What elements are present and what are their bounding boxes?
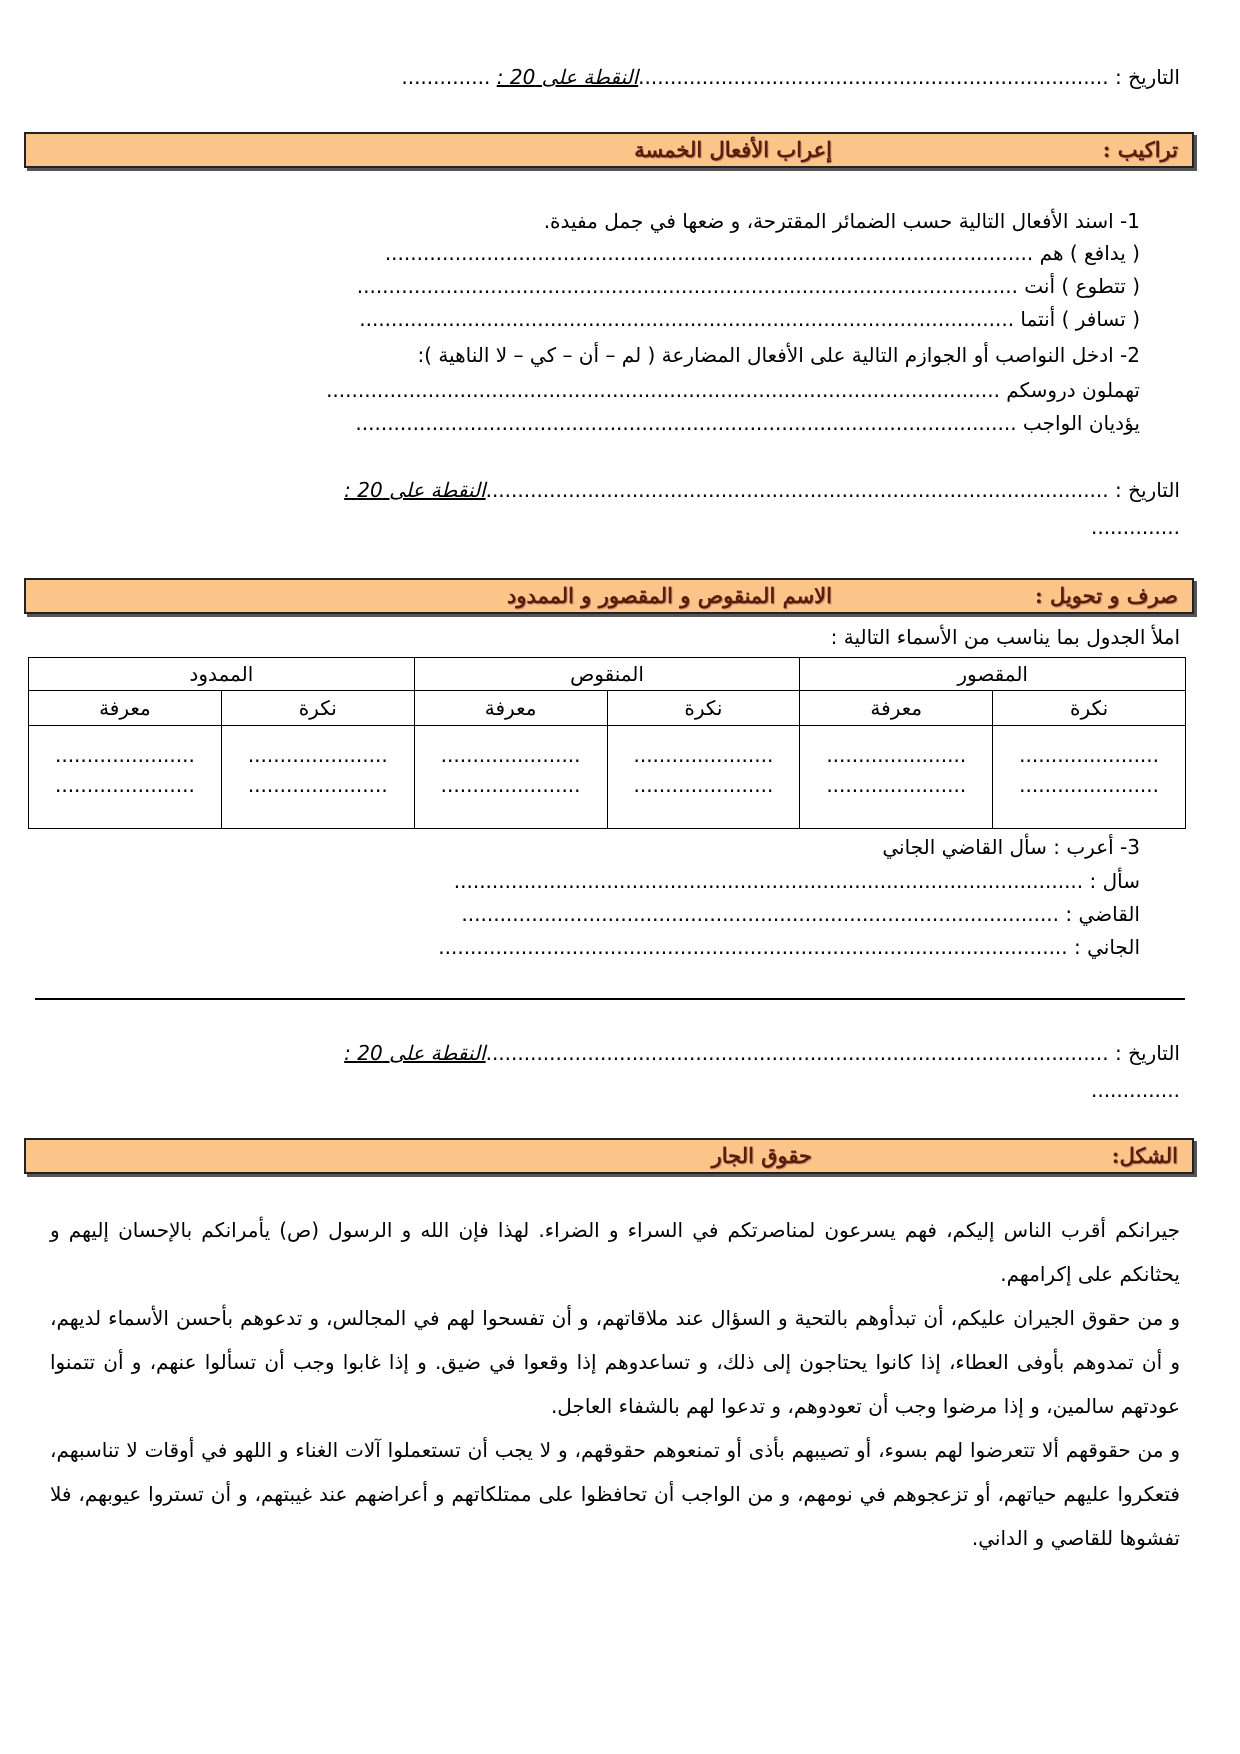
date-text: التاريخ : .................................................................................................. <box>485 478 1180 502</box>
sub-header: نكرة <box>221 691 414 726</box>
section-banner-3 <box>24 1138 1194 1174</box>
banner-category: صرف و تحويل : <box>1034 583 1178 608</box>
table-cell <box>993 726 1186 829</box>
date-line-2 <box>344 477 1180 503</box>
q1-item-2: ( تتطوع ) أنت ........................................................................................................ <box>356 274 1140 298</box>
sub-header: معرفة <box>29 691 222 726</box>
date-line-3 <box>344 1040 1180 1066</box>
noun-types-table <box>28 657 1186 829</box>
question-2: 2- ادخل النواصب أو الجوازم التالية على الأفعال المضارعة ( لم – أن – كي – لا الناهية ): <box>417 343 1140 367</box>
table-cell <box>414 726 607 829</box>
reading-text <box>50 1208 1180 1560</box>
banner-title: حقوق الجار <box>711 1143 812 1168</box>
question-3: 3- أعرب : سأل القاضي الجاني <box>882 835 1140 859</box>
date-text: التاريخ : .......................................................................... <box>638 65 1180 89</box>
sub-header: نكرة <box>993 691 1186 726</box>
group-header: المنقوص <box>414 658 800 691</box>
section-banner-2 <box>24 578 1194 614</box>
cell-dots: ...................... ...................... <box>633 743 774 797</box>
q1-item-1: ( يدافع ) هم ...................................................................................................... <box>384 241 1140 265</box>
cell-dots: ...................... ...................... <box>54 743 195 797</box>
q1-item-3: ( تسافر ) أنتما ....................................................................................................... <box>359 307 1140 331</box>
section-banner-1 <box>24 132 1194 168</box>
table-instruction: املأ الجدول بما يناسب من الأسماء التالية : <box>830 625 1180 649</box>
date-continuation: .............. <box>1090 515 1180 539</box>
section-divider <box>35 998 1185 1000</box>
banner-title: الاسم المنقوص و المقصور و الممدود <box>506 583 832 608</box>
table-cell <box>29 726 222 829</box>
q3-item-3: الجاني : ................................................................................................... <box>438 935 1140 959</box>
group-header: الممدود <box>29 658 415 691</box>
group-header: المقصور <box>800 658 1186 691</box>
sub-header: معرفة <box>414 691 607 726</box>
table-cell <box>221 726 414 829</box>
banner-category: الشكل: <box>1111 1143 1178 1168</box>
paragraph: و من حقوق الجيران عليكم، أن تبدأوهم بالتحية و السؤال عند ملاقاتهم، و أن تفسحوا لهم في المجالس، و تدعوهم بأحسن الأسماء لديهم، و أن تمدوهم بأوفى العطاء، إذا كانوا يحتاجون إلى ذلك، و تساعدوهم إذا وقعوا في ضيق. و إذا غابوا وجب أن تسألوا عنهم، و أن تتمنوا عودتهم سالمين، و إذا مرضوا وجب أن تعودوهم، و تدعوا لهم بالشفاء العاجل. <box>50 1306 1180 1418</box>
sub-header: نكرة <box>607 691 800 726</box>
cell-dots: ...................... ...................... <box>1019 743 1160 797</box>
grade-label: النقطة على 20 : <box>344 478 486 502</box>
q2-item-2: يؤديان الواجب ........................................................................................................ <box>355 411 1140 435</box>
cell-dots: ...................... ...................... <box>826 743 967 797</box>
banner-title: إعراب الأفعال الخمسة <box>634 137 832 162</box>
date-text: التاريخ : .................................................................................................. <box>485 1041 1180 1065</box>
sub-header: معرفة <box>800 691 993 726</box>
cell-dots: ...................... ...................... <box>440 743 581 797</box>
table-cell <box>800 726 993 829</box>
paragraph: و من حقوقهم ألا تتعرضوا لهم بسوء، أو تصيبهم بأذى أو تمنعوهم حقوقهم، و لا يجب أن تستعملوا آلات الغناء و اللهو في أوقات لا تناسبهم، فتعكروا عليهم حياتهم، أو تزعجوهم في نومهم، و من الواجب أن تحافظوا على ممتلكاتهم و أعراضهم عند غيبتهم، و أن تستروا عيوبهم، فلا تفشوها للقاصي و الداني. <box>50 1438 1180 1550</box>
grade-dots: .............. <box>401 65 491 89</box>
table-cell <box>607 726 800 829</box>
banner-category: تراكيب : <box>1102 137 1178 162</box>
q2-item-1: تهملون دروسكم .......................................................................................................... <box>326 378 1140 402</box>
date-line-1 <box>401 64 1180 90</box>
paragraph: جيرانكم أقرب الناس إليكم، فهم يسرعون لمناصرتكم في السراء و الضراء. لهذا فإن الله و الرسول (ص) يأمرانكم بالإحسان إليهم و يحثانكم على إكرامهم. <box>50 1218 1180 1286</box>
cell-dots: ...................... ...................... <box>247 743 388 797</box>
q3-item-2: القاضي : .............................................................................................. <box>461 902 1140 926</box>
date-continuation: .............. <box>1090 1078 1180 1102</box>
q3-item-1: سأل : ................................................................................................... <box>453 869 1140 893</box>
grade-label: النقطة على 20 : <box>496 65 639 89</box>
grade-label: النقطة على 20 : <box>344 1041 486 1065</box>
question-1: 1- اسند الأفعال التالية حسب الضمائر المقترحة، و ضعها في جمل مفيدة. <box>543 209 1140 233</box>
